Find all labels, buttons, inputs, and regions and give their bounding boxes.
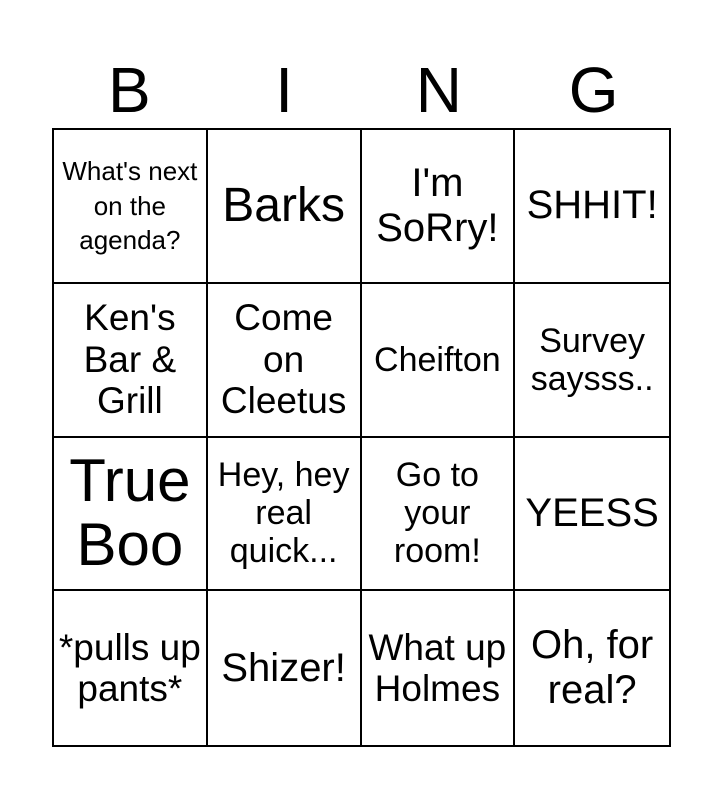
bingo-cell-r4c4[interactable] (515, 591, 669, 745)
bingo-cell-label: *pulls up pants* (58, 626, 201, 710)
bingo-cell-r3c2[interactable] (208, 438, 362, 592)
bingo-cell-label: YEESS (525, 490, 659, 535)
bingo-cell-label: What up Holmes (368, 626, 507, 710)
bingo-cell-r3c3[interactable] (362, 438, 516, 592)
header-letter-b: B (108, 54, 151, 126)
bingo-cell-r3c1[interactable] (54, 438, 208, 592)
bingo-cell-r2c1[interactable] (54, 284, 208, 438)
bingo-board (52, 128, 671, 747)
bingo-cell-label: Hey, hey real quick... (217, 456, 350, 571)
bingo-cell-label: What's next on the agenda? (62, 156, 198, 256)
bingo-cell-label: Cheifton (374, 340, 501, 379)
bingo-cell-r1c1[interactable] (54, 130, 208, 284)
bingo-cell-label: I'm SoRry! (376, 161, 499, 250)
bingo-header (52, 52, 671, 128)
header-letter-n: N (415, 54, 462, 126)
bingo-cell-r1c4[interactable] (515, 130, 669, 284)
header-letter-i: I (275, 54, 294, 126)
bingo-cell-label: True Boo (69, 446, 191, 579)
bingo-cell-label: SHHIT! (526, 183, 658, 228)
bingo-cell-r2c2[interactable] (208, 284, 362, 438)
bingo-cell-label: Shizer! (221, 645, 346, 690)
bingo-cell-label: Go to your room! (393, 456, 481, 571)
bingo-cell-r4c1[interactable] (54, 591, 208, 745)
bingo-cell-label: Ken's Bar & Grill (83, 297, 177, 422)
bingo-cell-r4c2[interactable] (208, 591, 362, 745)
bingo-cell-r3c4[interactable] (515, 438, 669, 592)
bingo-cell-r1c3[interactable] (362, 130, 516, 284)
bingo-cell-r2c3[interactable] (362, 284, 516, 438)
bingo-cell-r4c3[interactable] (362, 591, 516, 745)
bingo-cell-r1c2[interactable] (208, 130, 362, 284)
bingo-cell-label: Survey saysss.. (530, 321, 654, 398)
bingo-cell-label: Oh, for real? (530, 623, 654, 713)
bingo-cell-label: Come on Cleetus (220, 297, 347, 422)
bingo-cell-r2c4[interactable] (515, 284, 669, 438)
bingo-cell-label: Barks (222, 179, 345, 232)
header-letter-g: G (568, 54, 619, 126)
